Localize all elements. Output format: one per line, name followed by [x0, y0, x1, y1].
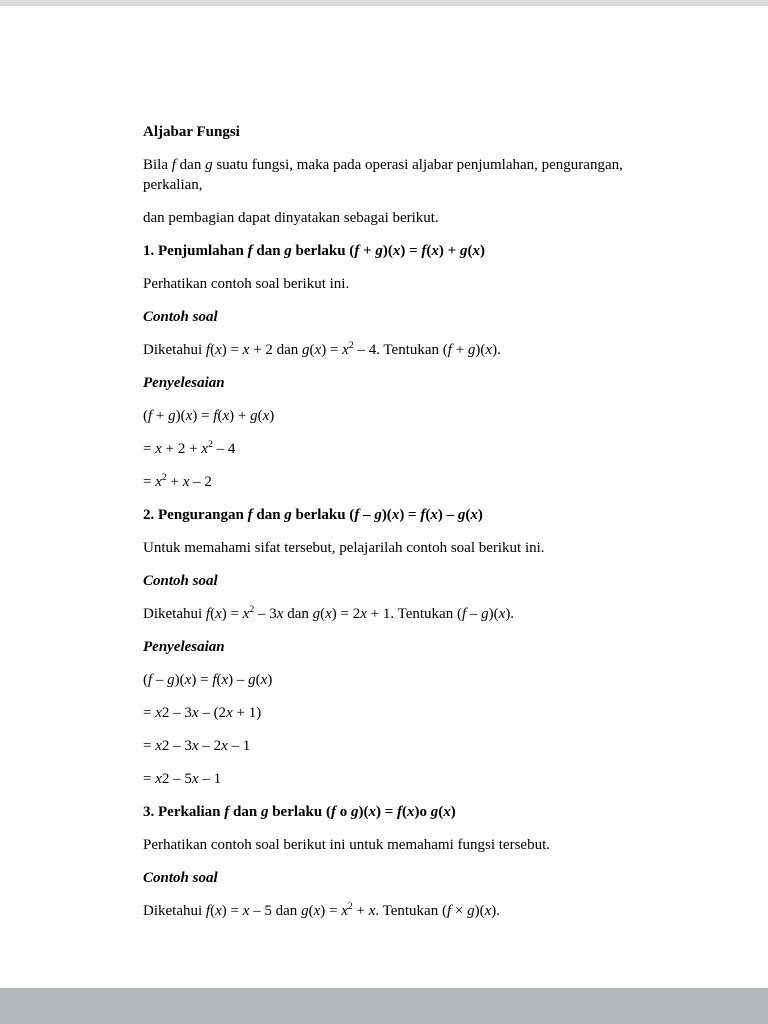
text-run: g: [375, 243, 383, 259]
text-run: ): [269, 408, 275, 424]
contoh-soal-1-problem: [143, 340, 645, 360]
text-run: ): [477, 507, 483, 523]
text-run: f: [461, 606, 467, 622]
text-run: g: [302, 342, 310, 358]
text-run: ) =: [321, 342, 343, 358]
text-run: x: [498, 606, 506, 622]
section-3-heading: [143, 802, 645, 822]
text-run: berlaku (: [291, 243, 355, 259]
text-run: f: [171, 157, 176, 173]
penyelesaian-2-step-4: [143, 769, 645, 789]
text-run: x: [242, 903, 250, 919]
text-run: x: [313, 903, 321, 919]
penyelesaian-2-step-1: [143, 670, 645, 690]
text-run: f: [205, 606, 211, 622]
text-run: +: [359, 243, 376, 259]
text-run: g: [467, 903, 475, 919]
penyelesaian-1-label: [143, 373, 645, 393]
text-run: ) =: [191, 672, 213, 688]
text-run: – 2: [198, 738, 222, 754]
text-run: (: [438, 804, 444, 820]
text-run: )(: [174, 672, 185, 688]
text-run: 2: [347, 901, 353, 912]
text-run: Untuk memahami sifat tersebut, pelajarilah contoh soal berikut ini.: [143, 540, 545, 556]
text-run: ) =: [375, 804, 397, 820]
text-run: x: [472, 243, 480, 259]
text-run: x: [341, 903, 348, 919]
text-run: g: [284, 507, 292, 523]
text-run: )(: [382, 243, 393, 259]
text-run: Diketahui: [143, 903, 206, 919]
text-run: – 4. Tentukan (: [353, 342, 448, 358]
text-run: f: [446, 903, 452, 919]
text-run: – 3: [254, 606, 277, 622]
text-run: x: [392, 243, 401, 259]
text-run: f: [397, 804, 402, 820]
text-run: Bila: [143, 157, 172, 173]
text-run: – (2: [198, 705, 227, 721]
text-run: ).: [491, 903, 501, 919]
text-run: g: [284, 243, 292, 259]
text-run: x: [325, 606, 332, 622]
text-run: 3. Perkalian: [143, 804, 225, 820]
text-run: g: [260, 804, 269, 820]
text-run: ): [267, 672, 273, 688]
text-run: 2 – 3: [161, 705, 192, 721]
text-run: g: [250, 408, 258, 424]
text-run: f: [330, 804, 336, 820]
text-run: ) = 2: [331, 606, 361, 622]
text-run: 2 – 5: [161, 771, 192, 787]
text-run: =: [143, 771, 156, 787]
text-run: o: [335, 804, 351, 820]
penyelesaian-1-step-3: [143, 472, 645, 492]
intro-paragraph-2: [143, 208, 645, 228]
text-run: Diketahui: [143, 606, 206, 622]
text-run: (: [320, 606, 326, 622]
contoh-soal-3-problem: [143, 901, 645, 921]
text-run: )(: [381, 507, 392, 523]
text-run: f: [213, 408, 218, 424]
text-run: dan: [283, 606, 313, 622]
text-run: x: [221, 738, 228, 754]
text-run: berlaku (: [291, 507, 355, 523]
text-run: x: [314, 342, 322, 358]
text-run: ): [479, 243, 485, 259]
text-run: (: [402, 804, 407, 820]
text-run: +: [152, 408, 169, 424]
text-run: 2: [207, 439, 213, 450]
text-run: Contoh soal: [143, 309, 218, 325]
text-run: g: [467, 342, 476, 358]
text-run: ×: [451, 903, 468, 919]
text-run: x: [431, 243, 439, 259]
text-run: =: [143, 705, 156, 721]
text-run: f: [205, 342, 211, 358]
text-run: x: [221, 672, 229, 688]
text-run: – 1: [227, 738, 251, 754]
text-run: +: [166, 474, 183, 490]
intro-paragraph: [143, 155, 645, 195]
text-run: (: [308, 903, 314, 919]
text-run: dan: [252, 507, 285, 523]
text-run: (: [210, 903, 216, 919]
text-run: x: [368, 804, 376, 820]
text-run: ) =: [399, 507, 421, 523]
text-run: f: [148, 408, 153, 424]
text-run: dan: [175, 157, 206, 173]
text-run: 2: [348, 340, 354, 351]
text-run: ).: [492, 342, 501, 358]
text-run: f: [148, 672, 153, 688]
text-run: ) =: [221, 342, 243, 358]
penyelesaian-2-label: [143, 637, 645, 657]
text-run: dan: [252, 243, 285, 259]
text-run: ) =: [221, 903, 243, 919]
text-run: (: [143, 672, 148, 688]
text-run: Penyelesaian: [143, 639, 225, 655]
contoh-soal-1-label: [143, 307, 645, 327]
text-run: Contoh soal: [143, 573, 218, 589]
text-run: –: [466, 606, 482, 622]
text-run: )(: [474, 903, 485, 919]
text-run: Contoh soal: [143, 870, 218, 886]
text-run: g: [168, 408, 176, 424]
text-run: x: [155, 441, 162, 457]
text-run: )(: [488, 606, 499, 622]
text-run: )(: [475, 342, 486, 358]
text-run: x: [242, 342, 250, 358]
text-run: ) +: [229, 408, 251, 424]
text-run: + 2 dan: [249, 342, 303, 358]
text-run: g: [459, 243, 468, 259]
text-run: 2: [249, 604, 255, 615]
text-run: (: [217, 408, 223, 424]
text-run: dan: [229, 804, 261, 820]
text-run: 2: [161, 472, 167, 483]
text-run: )(: [358, 804, 369, 820]
text-run: ) =: [221, 606, 243, 622]
text-run: (: [425, 507, 431, 523]
text-run: =: [143, 474, 156, 490]
text-run: x: [391, 507, 400, 523]
text-run: (: [255, 672, 261, 688]
text-run: f: [447, 342, 452, 358]
text-run: + 1): [232, 705, 262, 721]
text-run: –: [359, 507, 375, 523]
text-run: +: [451, 342, 468, 358]
text-run: g: [167, 672, 175, 688]
text-run: . Tentukan (: [375, 903, 447, 919]
text-run: x: [185, 408, 193, 424]
penyelesaian-1-step-2: [143, 439, 645, 459]
text-run: 2. Pengurangan: [143, 507, 248, 523]
text-run: x: [260, 672, 268, 688]
contoh-soal-2-label: [143, 571, 645, 591]
section-1-heading: [143, 241, 645, 261]
text-run: x: [201, 441, 208, 457]
text-run: ) =: [400, 243, 422, 259]
text-run: f: [247, 243, 253, 259]
text-run: x: [155, 705, 162, 721]
text-run: x: [215, 903, 222, 919]
text-run: =: [143, 441, 156, 457]
text-run: dan pembagian dapat dinyatakan sebagai berikut.: [143, 210, 439, 226]
text-run: x: [191, 705, 199, 721]
text-run: Perhatikan contoh soal berikut ini.: [143, 276, 350, 292]
text-run: f: [354, 243, 360, 259]
text-run: x: [407, 804, 415, 820]
text-run: f: [224, 804, 230, 820]
text-run: (: [257, 408, 263, 424]
text-run: ).: [505, 606, 515, 622]
text-run: 1. Penjumlahan: [143, 243, 248, 259]
section-3-note: [143, 835, 645, 855]
document-content: [143, 122, 645, 934]
penyelesaian-2-step-2: [143, 703, 645, 723]
text-run: Penyelesaian: [143, 375, 225, 391]
text-run: (: [309, 342, 315, 358]
text-run: (: [210, 342, 216, 358]
text-run: – 4: [212, 441, 236, 457]
text-run: g: [374, 507, 382, 523]
penyelesaian-1-step-1: [143, 406, 645, 426]
text-run: x: [360, 606, 367, 622]
text-run: x: [182, 474, 190, 490]
section-1-note: [143, 274, 645, 294]
text-run: g: [248, 672, 256, 688]
text-run: f: [420, 507, 426, 523]
text-run: Perhatikan contoh soal berikut ini untuk memahami fungsi tersebut.: [143, 837, 550, 853]
text-run: x: [443, 804, 451, 820]
document-page: [0, 6, 768, 988]
viewer-bottom-bar: [0, 988, 768, 1024]
text-run: f: [212, 672, 217, 688]
text-run: Diketahui: [143, 342, 206, 358]
text-run: 2 – 3: [161, 738, 192, 754]
text-run: f: [421, 243, 427, 259]
text-run: x: [155, 738, 162, 754]
text-run: x: [191, 738, 199, 754]
text-run: f: [247, 507, 253, 523]
text-run: ) =: [320, 903, 342, 919]
text-run: )o: [414, 804, 431, 820]
text-run: x: [215, 342, 222, 358]
text-run: x: [430, 507, 438, 523]
text-run: g: [457, 507, 466, 523]
text-run: x: [191, 771, 199, 787]
text-run: (: [216, 672, 222, 688]
text-run: x: [215, 606, 222, 622]
section-2-heading: [143, 505, 645, 525]
text-run: x: [470, 507, 478, 523]
text-run: )(: [175, 408, 186, 424]
text-run: x: [485, 342, 493, 358]
text-run: suatu fungsi, maka pada operasi aljabar penjumlahan, pengurangan, perkalian,: [143, 157, 623, 193]
text-run: x: [368, 903, 376, 919]
text-run: x: [222, 408, 230, 424]
text-run: ) –: [228, 672, 249, 688]
text-run: x: [242, 606, 250, 622]
text-run: +: [352, 903, 369, 919]
text-run: + 1. Tentukan (: [366, 606, 462, 622]
doc-title: [143, 122, 645, 142]
text-run: (: [467, 243, 473, 259]
text-run: ): [450, 804, 456, 820]
text-run: x: [342, 342, 349, 358]
text-run: =: [143, 738, 156, 754]
text-run: x: [484, 903, 492, 919]
text-run: ) –: [437, 507, 458, 523]
text-run: Aljabar Fungsi: [143, 124, 240, 140]
text-run: x: [262, 408, 270, 424]
penyelesaian-2-step-3: [143, 736, 645, 756]
text-run: f: [354, 507, 360, 523]
text-run: f: [205, 903, 211, 919]
contoh-soal-2-problem: [143, 604, 645, 624]
text-run: (: [210, 606, 216, 622]
text-run: x: [184, 672, 192, 688]
contoh-soal-3-label: [143, 868, 645, 888]
text-run: – 2: [189, 474, 212, 490]
text-run: g: [430, 804, 439, 820]
text-run: x: [226, 705, 233, 721]
text-run: x: [155, 771, 162, 787]
text-run: – 1: [198, 771, 222, 787]
text-run: –: [152, 672, 168, 688]
text-run: ) =: [192, 408, 214, 424]
text-run: g: [350, 804, 359, 820]
text-run: berlaku (: [268, 804, 331, 820]
text-run: ) +: [438, 243, 460, 259]
text-run: g: [312, 606, 321, 622]
text-run: + 2 +: [161, 441, 202, 457]
text-run: (: [426, 243, 432, 259]
text-run: x: [155, 474, 162, 490]
section-2-note: [143, 538, 645, 558]
text-run: (: [465, 507, 471, 523]
text-run: g: [205, 157, 213, 173]
text-run: x: [276, 606, 284, 622]
text-run: g: [481, 606, 489, 622]
text-run: (: [143, 408, 148, 424]
text-run: g: [301, 903, 309, 919]
text-run: – 5 dan: [249, 903, 302, 919]
